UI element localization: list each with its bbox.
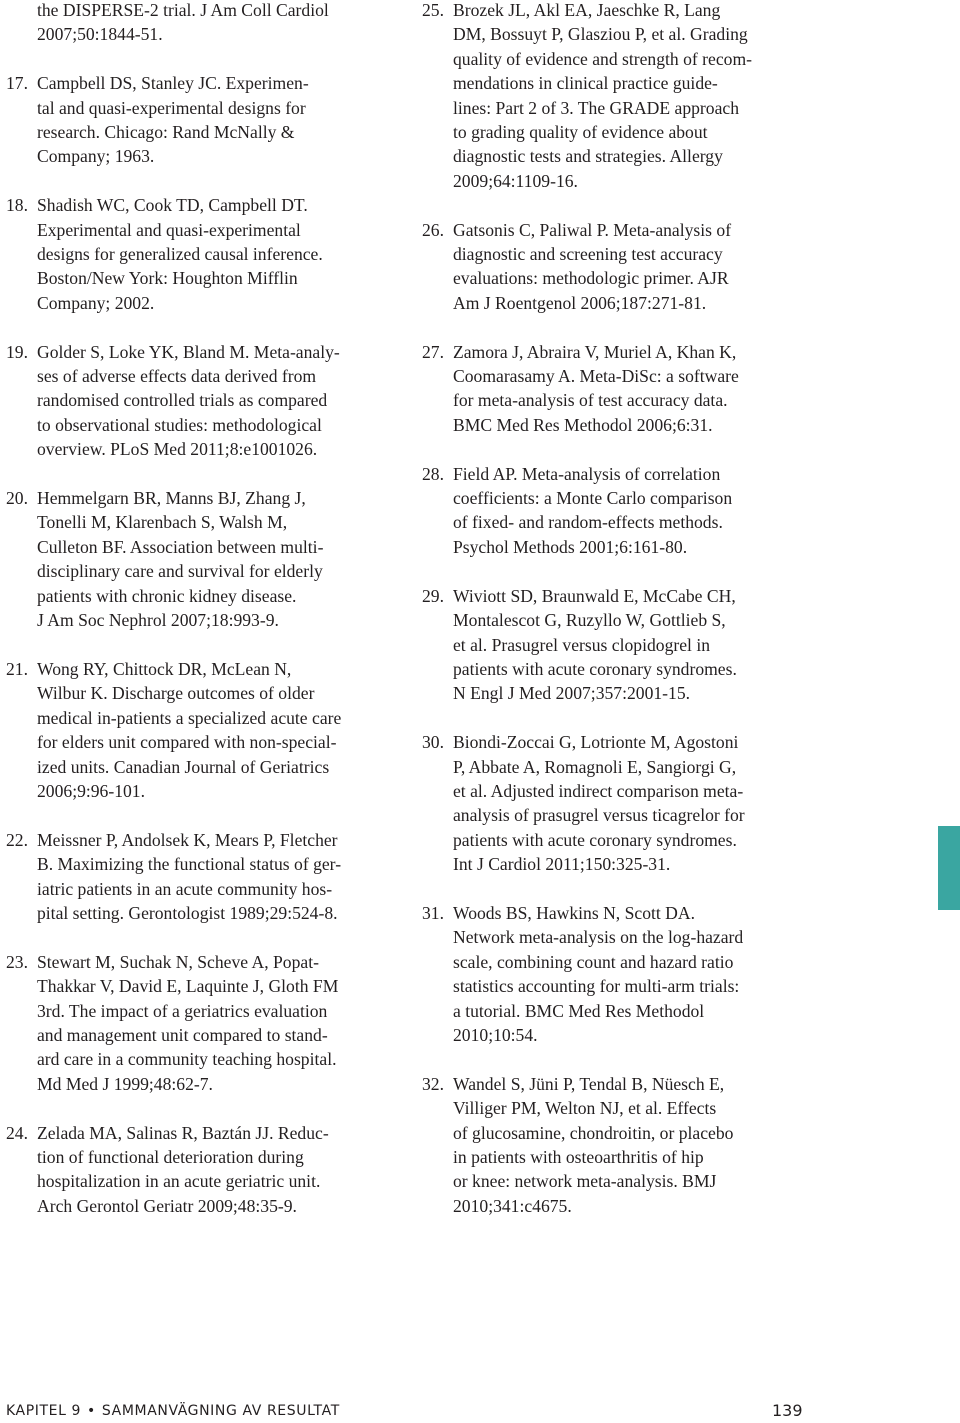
reference-text-line: of fixed- and random-effects methods.	[453, 512, 723, 533]
reference-text-line: iatric patients in an acute community hos-	[37, 878, 333, 899]
reference-item	[422, 218, 804, 316]
reference-item	[6, 486, 386, 632]
footer-chapter: KAPITEL 9	[6, 1403, 82, 1419]
reference-text-line: Shadish WC, Cook TD, Campbell DT.	[37, 195, 308, 216]
reference-text-line: tion of functional deterioration during	[37, 1146, 304, 1167]
reference-text-line: Hemmelgarn BR, Manns BJ, Zhang J,	[37, 488, 306, 509]
reference-text-line: 2007;50:1844-51.	[37, 24, 163, 45]
reference-text-line: mendations in clinical practice guide-	[453, 73, 718, 94]
reference-text-line: for elders unit compared with non-special-	[37, 732, 337, 753]
reference-item	[6, 950, 386, 1096]
reference-text-line: to observational studies: methodological	[37, 414, 322, 435]
reference-text-line: randomised controlled trials as compared	[37, 390, 328, 411]
reference-number: 32.	[422, 1073, 444, 1094]
reference-text-line: patients with acute coronary syndromes.	[453, 829, 737, 850]
reference-number: 18.	[6, 195, 28, 216]
reference-item	[6, 71, 386, 169]
reference-text-line: statistics accounting for multi-arm trials:	[453, 976, 740, 997]
reference-number: 20.	[6, 488, 28, 509]
reference-item	[422, 901, 804, 1047]
reference-text-line: patients with acute coronary syndromes.	[453, 658, 737, 679]
reference-text-line: Tonelli M, Klarenbach S, Walsh M,	[37, 512, 288, 533]
reference-item	[422, 340, 804, 438]
reference-text-line: a tutorial. BMC Med Res Methodol	[453, 1000, 705, 1021]
reference-text-line: Campbell DS, Stanley JC. Experimen-	[37, 73, 309, 94]
reference-item	[6, 0, 386, 47]
reference-text-line: research. Chicago: Rand McNally &	[37, 122, 295, 143]
reference-text-line: Experimental and quasi-experimental	[37, 219, 301, 240]
reference-item	[6, 657, 386, 803]
reference-text-line: Psychol Methods 2001;6:161-80.	[453, 536, 688, 557]
reference-text-line: pital setting. Gerontologist 1989;29:524-8.	[37, 902, 338, 923]
reference-text-line: 2010;341:c4675.	[453, 1195, 572, 1216]
reference-text-line: Thakkar V, David E, Laquinte J, Gloth FM	[37, 976, 339, 997]
reference-item	[6, 193, 386, 315]
reference-text-line: ard care in a community teaching hospital.	[37, 1049, 337, 1070]
reference-item	[422, 1072, 804, 1218]
reference-text-line: hospitalization in an acute geriatric unit.	[37, 1171, 321, 1192]
reference-text-line: Md Med J 1999;48:62-7.	[37, 1073, 213, 1094]
reference-text-line: J Am Soc Nephrol 2007;18:993-9.	[37, 610, 279, 631]
reference-text-line: in patients with osteoarthritis of hip	[453, 1146, 704, 1167]
reference-text-line: patients with chronic kidney disease.	[37, 585, 297, 606]
reference-number: 27.	[422, 341, 444, 362]
reference-text-line: of glucosamine, chondroitin, or placebo	[453, 1122, 734, 1143]
reference-number: 25.	[422, 0, 444, 20]
reference-text-line: 2009;64:1109-16.	[453, 170, 578, 191]
reference-text-line: ized units. Canadian Journal of Geriatrics	[37, 756, 330, 777]
reference-item	[6, 1121, 386, 1219]
reference-text-line: Golder S, Loke YK, Bland M. Meta-analy-	[37, 341, 340, 362]
reference-text-line: to grading quality of evidence about	[453, 122, 708, 143]
page-number: 139	[772, 1401, 803, 1420]
reference-text-line: Coomarasamy A. Meta-DiSc: a software	[453, 366, 739, 387]
reference-text-line: DM, Bossuyt P, Glasziou P, et al. Grading	[453, 24, 748, 45]
reference-text-line: Wong RY, Chittock DR, McLean N,	[37, 658, 292, 679]
reference-number: 19.	[6, 341, 28, 362]
reference-text-line: tal and quasi-experimental designs for	[37, 97, 306, 118]
reference-text-line: 3rd. The impact of a geriatrics evaluation	[37, 1000, 328, 1021]
reference-text-line: Boston/New York: Houghton Mifflin	[37, 268, 298, 289]
reference-number: 23.	[6, 951, 28, 972]
reference-number: 29.	[422, 585, 444, 606]
reference-text-line: Montalescot G, Ruzyllo W, Gottlieb S,	[453, 610, 726, 631]
reference-text-line: lines: Part 2 of 3. The GRADE approach	[453, 97, 740, 118]
reference-number: 22.	[6, 829, 28, 850]
reference-number: 24.	[6, 1122, 28, 1143]
reference-text-line: Am J Roentgenol 2006;187:271-81.	[453, 292, 707, 313]
running-footer	[6, 1403, 340, 1419]
reference-text-line: coefficients: a Monte Carlo comparison	[453, 488, 733, 509]
reference-item	[422, 0, 804, 193]
reference-item	[6, 828, 386, 926]
reference-text-line: P, Abbate A, Romagnoli E, Sangiorgi G,	[453, 756, 737, 777]
reference-text-line: diagnostic and screening test accuracy	[453, 244, 723, 265]
reference-text-line: Zelada MA, Salinas R, Baztán JJ. Reduc-	[37, 1122, 329, 1143]
reference-text-line: scale, combining count and hazard ratio	[453, 951, 734, 972]
footer-section: SAMMANVÄGNING AV RESULTAT	[101, 1403, 340, 1419]
reference-text-line: N Engl J Med 2007;357:2001-15.	[453, 683, 691, 704]
reference-text-line: 2010;10:54.	[453, 1024, 538, 1045]
reference-text-line: designs for generalized causal inference.	[37, 244, 323, 265]
reference-text-line: disciplinary care and survival for elderly	[37, 561, 323, 582]
reference-number: 28.	[422, 463, 444, 484]
references-right-column	[422, 0, 804, 1243]
reference-text-line: Villiger PM, Welton NJ, et al. Effects	[453, 1098, 717, 1119]
reference-text-line: Brozek JL, Akl EA, Jaeschke R, Lang	[453, 0, 721, 20]
reference-text-line: et al. Prasugrel versus clopidogrel in	[453, 634, 710, 655]
reference-text-line: Zamora J, Abraira V, Muriel A, Khan K,	[453, 341, 737, 362]
reference-text-line: and management unit compared to stand-	[37, 1024, 328, 1045]
reference-number: 26.	[422, 219, 444, 240]
reference-item	[422, 462, 804, 560]
reference-text-line: Int J Cardiol 2011;150:325-31.	[453, 854, 671, 875]
chapter-tab-marker	[938, 826, 960, 910]
reference-number: 21.	[6, 658, 28, 679]
reference-text-line: evaluations: methodologic primer. AJR	[453, 268, 729, 289]
footer-bullet: •	[87, 1403, 96, 1419]
reference-text-line: Culleton BF. Association between multi-	[37, 536, 324, 557]
reference-text-line: Biondi-Zoccai G, Lotrionte M, Agostoni	[453, 732, 739, 753]
reference-number: 31.	[422, 902, 444, 923]
reference-text-line: Network meta-analysis on the log-hazard	[453, 927, 744, 948]
reference-text-line: Company; 1963.	[37, 146, 155, 167]
references-left-column	[6, 0, 386, 1243]
reference-text-line: et al. Adjusted indirect comparison meta-	[453, 780, 744, 801]
reference-item	[422, 584, 804, 706]
reference-text-line: or knee: network meta-analysis. BMJ	[453, 1171, 717, 1192]
reference-text-line: Wandel S, Jüni P, Tendal B, Nüesch E,	[453, 1073, 725, 1094]
reference-number: 17.	[6, 73, 28, 94]
reference-text-line: the DISPERSE-2 trial. J Am Coll Cardiol	[37, 0, 329, 20]
reference-number: 30.	[422, 732, 444, 753]
reference-item	[422, 730, 804, 876]
reference-text-line: Meissner P, Andolsek K, Mears P, Fletcher	[37, 829, 338, 850]
reference-text-line: Field AP. Meta-analysis of correlation	[453, 463, 721, 484]
reference-item	[6, 340, 386, 462]
reference-text-line: Company; 2002.	[37, 292, 155, 313]
reference-text-line: Woods BS, Hawkins N, Scott DA.	[453, 902, 695, 923]
reference-text-line: medical in-patients a specialized acute care	[37, 707, 342, 728]
reference-text-line: BMC Med Res Methodol 2006;6:31.	[453, 414, 713, 435]
reference-text-line: Wilbur K. Discharge outcomes of older	[37, 683, 315, 704]
reference-text-line: quality of evidence and strength of recom-	[453, 48, 752, 69]
reference-text-line: ses of adverse effects data derived from	[37, 366, 317, 387]
reference-text-line: Arch Gerontol Geriatr 2009;48:35-9.	[37, 1195, 297, 1216]
reference-text-line: Gatsonis C, Paliwal P. Meta-analysis of	[453, 219, 732, 240]
reference-text-line: analysis of prasugrel versus ticagrelor for	[453, 805, 745, 826]
reference-text-line: Stewart M, Suchak N, Scheve A, Popat-	[37, 951, 319, 972]
reference-text-line: for meta-analysis of test accuracy data.	[453, 390, 728, 411]
reference-text-line: overview. PLoS Med 2011;8:e1001026.	[37, 439, 318, 460]
reference-text-line: diagnostic tests and strategies. Allergy	[453, 146, 723, 167]
reference-text-line: Wiviott SD, Braunwald E, McCabe CH,	[453, 585, 736, 606]
reference-text-line: B. Maximizing the functional status of ger-	[37, 854, 342, 875]
reference-text-line: 2006;9:96-101.	[37, 780, 146, 801]
